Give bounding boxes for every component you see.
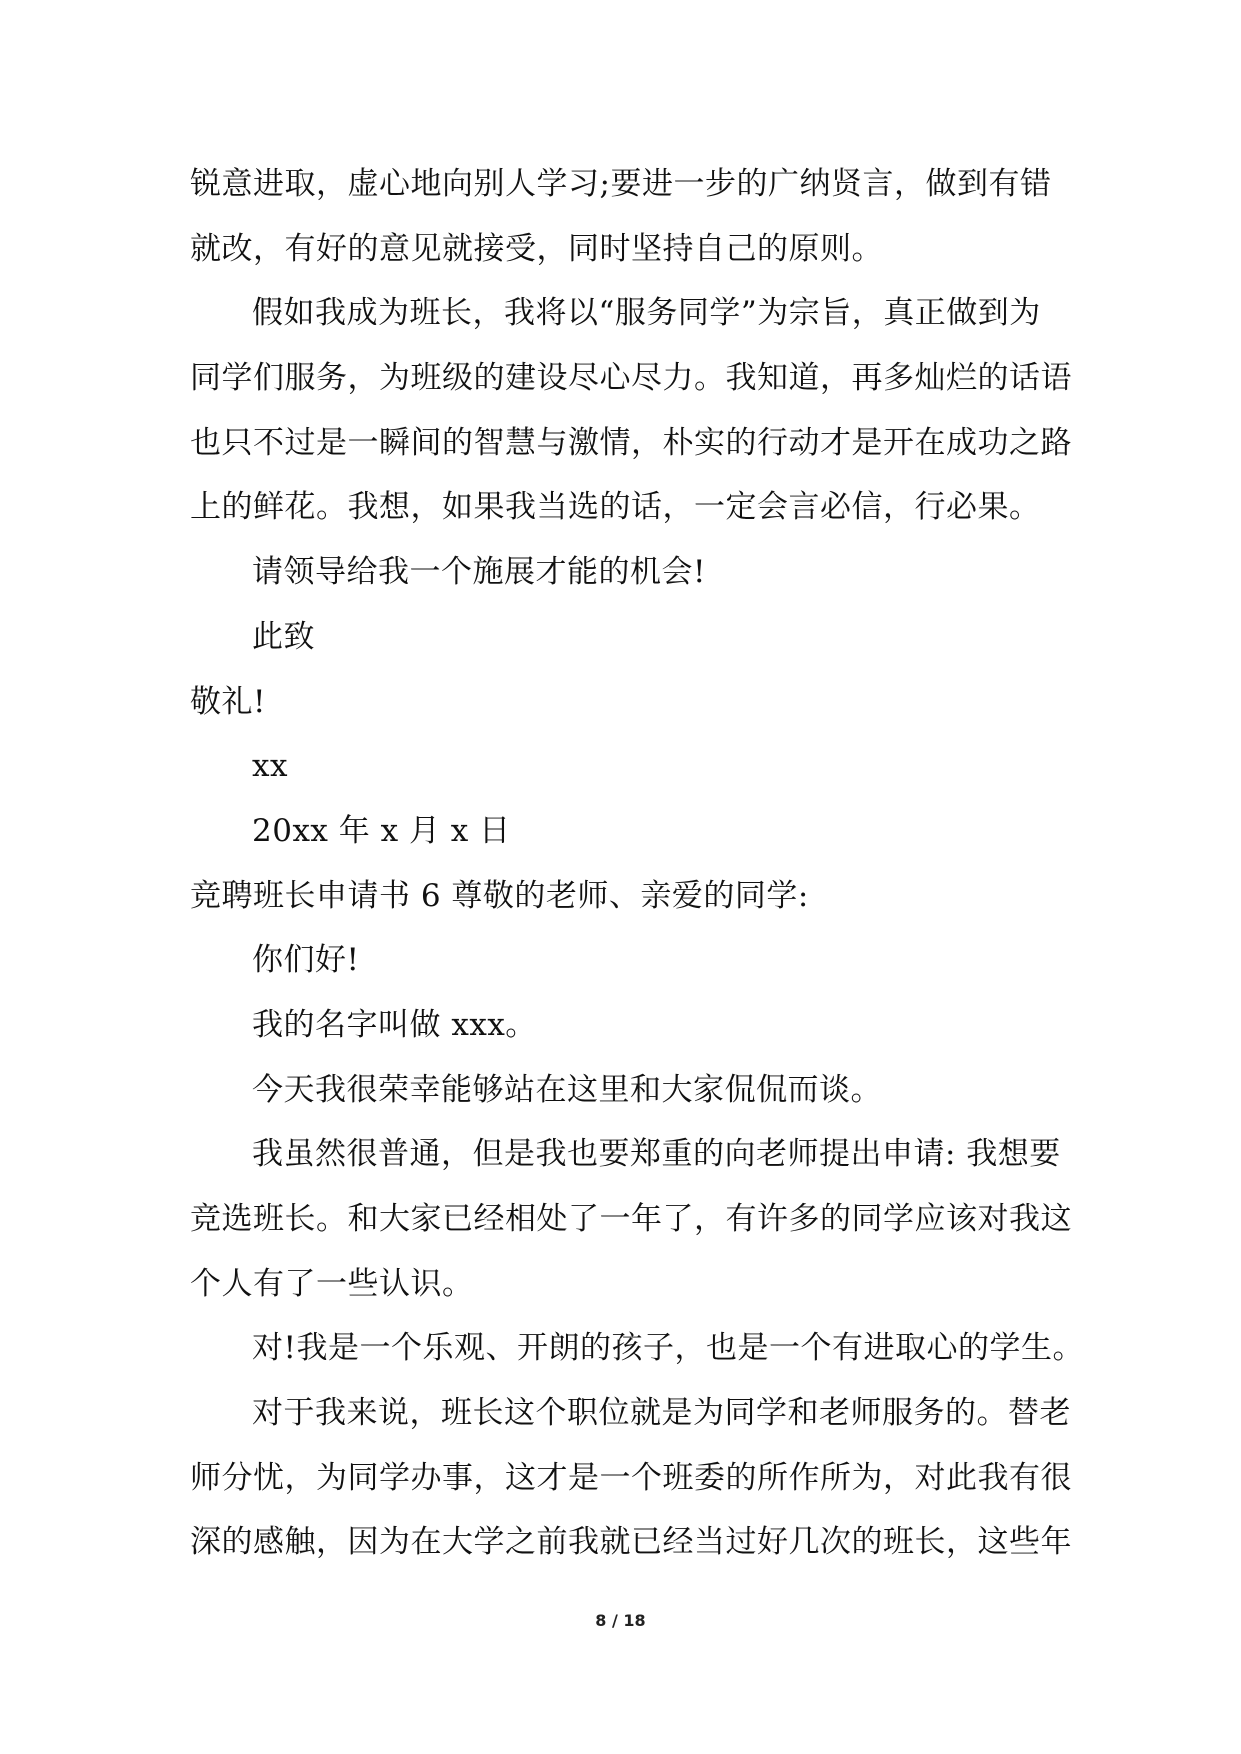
- text-line: 师分忧，为同学办事，这才是一个班委的所作所为，对此我有很: [190, 1459, 1072, 1496]
- text-line: 我虽然很普通，但是我也要郑重的向老师提出申请: 我想要: [252, 1136, 1061, 1173]
- page-number: 8 / 18: [595, 1611, 646, 1630]
- body-text: [190, 152, 1084, 1575]
- signature-name: xx: [252, 748, 288, 785]
- text-line: 深的感触，因为在大学之前我就已经当过好几次的班长，这些年: [190, 1524, 1072, 1561]
- text-line: 敬礼!: [190, 683, 266, 720]
- text-line: 上的鲜花。我想，如果我当选的话，一定会言必信，行必果。: [190, 489, 1041, 526]
- text-line: 此致: [252, 618, 315, 655]
- text-line: 对!我是一个乐观、开朗的孩子，也是一个有进取心的学生。: [252, 1330, 1084, 1367]
- text-line: 个人有了一些认识。: [190, 1265, 474, 1302]
- text-line: 同学们服务，为班级的建设尽心尽力。我知道，再多灿烂的话语: [190, 360, 1072, 397]
- section-heading: 竞聘班长申请书 6 尊敬的老师、亲爱的同学:: [190, 877, 809, 914]
- text-line: 对于我来说，班长这个职位就是为同学和老师服务的。替老: [252, 1395, 1071, 1432]
- text-line: 竞选班长。和大家已经相处了一年了，有许多的同学应该对我这: [190, 1201, 1072, 1237]
- text-line: 锐意进取，虚心地向别人学习;要进一步的广纳贤言，做到有错: [190, 166, 1052, 202]
- text-line: 也只不过是一瞬间的智慧与激情，朴实的行动才是开在成功之路: [190, 424, 1072, 461]
- text-line: 就改，有好的意见就接受，同时坚持自己的原则。: [190, 230, 883, 267]
- text-line: 今天我很荣幸能够站在这里和大家侃侃而谈。: [252, 1071, 882, 1108]
- text-line: 请领导给我一个施展才能的机会!: [252, 554, 706, 591]
- text-line: 我的名字叫做 xxx。: [252, 1006, 537, 1043]
- signature-date: 20xx 年 x 月 x 日: [252, 812, 511, 849]
- text-line: 你们好!: [252, 942, 360, 979]
- text-line: 假如我成为班长，我将以“服务同学”为宗旨，真正做到为: [252, 295, 1041, 332]
